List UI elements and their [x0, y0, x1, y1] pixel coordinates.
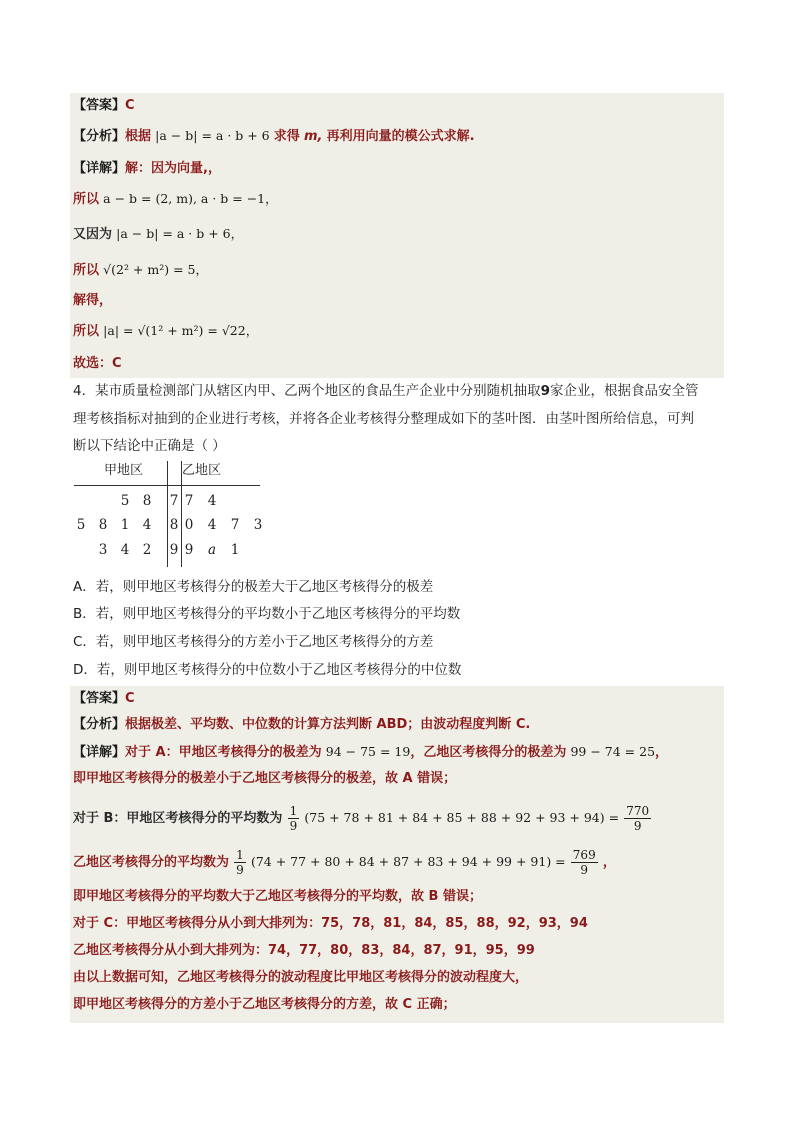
left-leaf: 1	[120, 517, 130, 533]
left-leaf: 4	[142, 517, 152, 533]
right-leaf: 4	[207, 493, 217, 509]
stem-value: 8	[169, 517, 179, 533]
question-line-3: 断以下结论中正确是（ ）	[73, 438, 226, 454]
question-line-1: 4．某市质量检测部门从辖区内甲、乙两个地区的食品生产企业中分别随机抽取9家企业，根据食品安全管	[73, 383, 699, 399]
right-leaf: 4	[207, 517, 217, 533]
left-leaf: 4	[120, 542, 130, 558]
left-header: 甲地区	[104, 463, 144, 478]
stem-leaf-table	[74, 461, 264, 569]
detail-line-1: 【详解】解：因为向量,，	[73, 161, 221, 176]
answer-line-2: 【答案】C	[73, 691, 135, 706]
right-leaf: 7	[184, 493, 194, 509]
left-leaf: 8	[142, 493, 152, 509]
left-leaf: 5	[120, 493, 130, 509]
analysis-line-2: 【分析】根据极差、平均数、中位数的计算方法判断 ABD；由波动程度判断 C.	[73, 717, 531, 732]
analysis-line-1: 【分析】根据 |a − b| = a · b + 6 求得 m, 再利用向量的模公式求解.	[73, 128, 475, 144]
right-leaf: 9	[184, 542, 194, 558]
detail2-line-2: 即甲地区考核得分的极差小于乙地区考核得分的极差，故 A 错误；	[73, 771, 457, 786]
detail2-line-4: 乙地区考核得分的平均数为 $\frac{1}{9}$ (74 + 77 + 80 + 84 + 87 + 83 + 94 + 99 + 91) = $\frac{769}{9}$ ，	[73, 848, 616, 877]
detail2-line-8: 由以上数据可知，乙地区考核得分的波动程度比甲地区考核得分的波动程度大，	[73, 970, 529, 985]
left-leaf: 3	[98, 542, 108, 558]
detail2-line-3: 对于 B：甲地区考核得分的平均数为 $\frac{1}{9}$ (75 + 78 + 81 + 84 + 85 + 88 + 92 + 93 + 94) = $\frac{770}{9}$	[73, 804, 650, 833]
option-c: C．若，则甲地区考核得分的方差小于乙地区考核得分的方差	[73, 634, 434, 650]
detail2-line-9: 即甲地区考核得分的方差小于乙地区考核得分的方差，故 C 正确；	[73, 997, 456, 1012]
detail-line-3: 又因为 |a − b| = a · b + 6，	[73, 226, 244, 242]
right-leaf: 3	[253, 517, 263, 533]
option-d: D．若，则甲地区考核得分的中位数小于乙地区考核得分的中位数	[73, 662, 462, 678]
analysis-formula: |a − b| = a · b + 6	[155, 128, 270, 143]
option-a: A．若，则甲地区考核得分的极差大于乙地区考核得分的极差	[73, 579, 434, 595]
detail2-line-7: 乙地区考核得分从小到大排列为：74，77，80，83，84，87，91，95，99	[73, 943, 535, 958]
detail-line-4: 所以 √(2² + m²) = 5，	[73, 262, 208, 278]
detail2-line-5: 即甲地区考核得分的平均数大于乙地区考核得分的平均数，故 B 错误；	[73, 889, 482, 904]
left-leaf: 5	[76, 517, 86, 533]
answer-line-1: 【答案】C	[73, 98, 135, 113]
detail-line-6: 所以 |a| = √(1² + m²) = √22，	[73, 323, 259, 339]
question-line-2: 理考核指标对抽到的企业进行考核，并将各企业考核得分整理成如下的茎叶图．由茎叶图所给信息，可判	[73, 411, 694, 427]
detail-line-2: 所以 a − b = (2, m), a · b = −1，	[73, 191, 278, 207]
detail-line-5: 解得，	[73, 293, 113, 308]
detail-line-7: 故选：C	[73, 356, 122, 371]
left-leaf: 8	[98, 517, 108, 533]
right-header: 乙地区	[182, 463, 222, 478]
stem-value: 7	[169, 493, 179, 509]
right-leaf: 7	[230, 517, 240, 533]
stem-value: 9	[169, 542, 179, 558]
right-leaf: 0	[184, 517, 194, 533]
right-leaf: 1	[230, 542, 240, 558]
detail2-line-1: 【详解】对于 A：甲地区考核得分的极差为 94 − 75 = 19，乙地区考核得分的极差为 99 − 74 = 25，	[73, 744, 669, 760]
option-b: B．若，则甲地区考核得分的平均数小于乙地区考核得分的平均数	[73, 606, 461, 622]
detail2-line-6: 对于 C：甲地区考核得分从小到大排列为：75，78，81，84，85，88，92，93，94	[73, 916, 588, 931]
right-leaf: a	[207, 542, 217, 558]
left-leaf: 2	[142, 542, 152, 558]
